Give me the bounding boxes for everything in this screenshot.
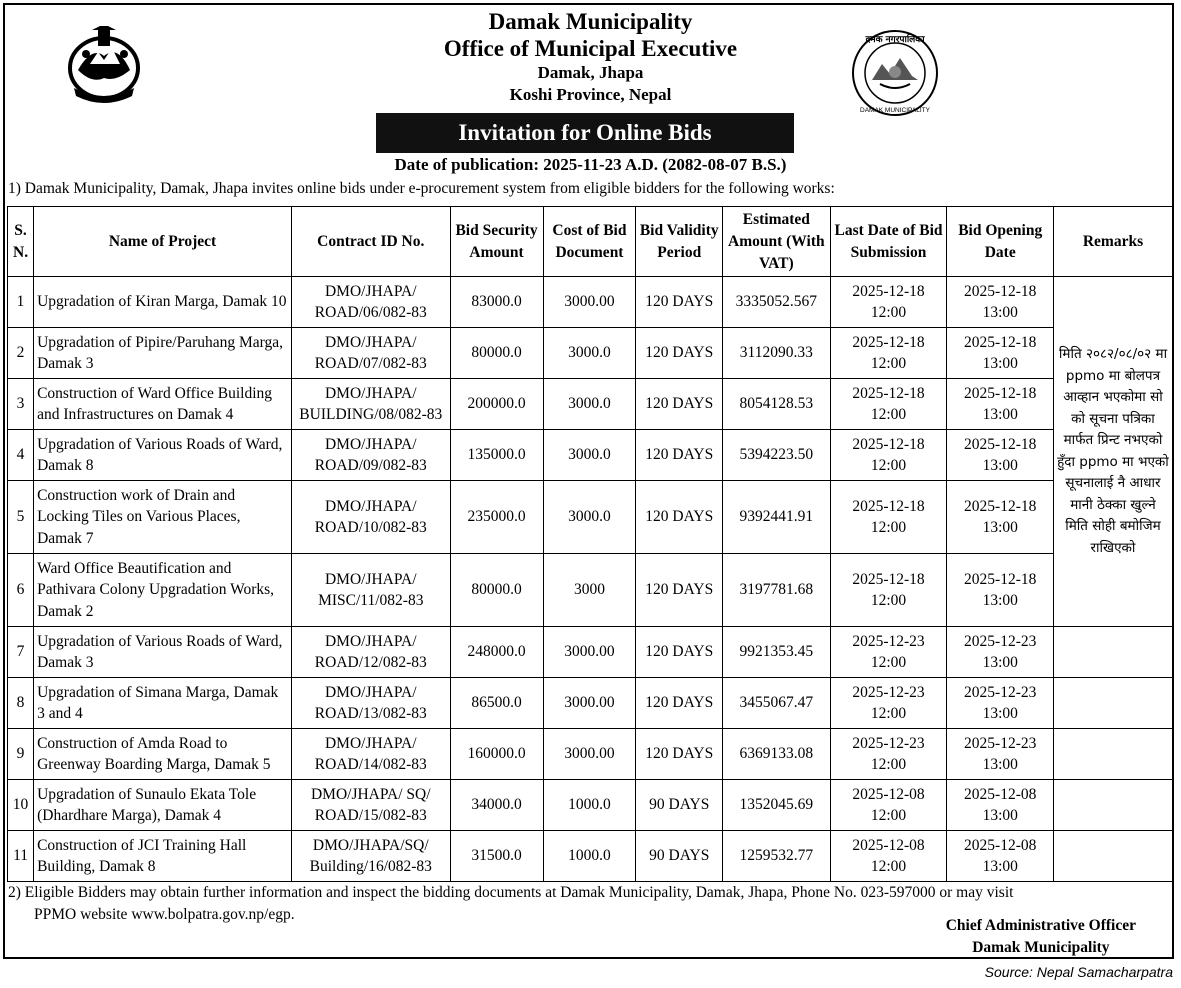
- table-row: [8, 554, 1173, 627]
- cell-last-date: 2025-12-18 12:00: [830, 481, 947, 554]
- cell-opening: 2025-12-18 13:00: [947, 328, 1053, 379]
- col-estimated: Estimated Amount (With VAT): [723, 207, 831, 277]
- table-row: [8, 729, 1173, 780]
- info-paragraph-cont: PPMO website www.bolpatra.gov.np/egp.: [34, 906, 295, 923]
- cell-contract: DMO/JHAPA/ ROAD/13/082-83: [291, 678, 450, 729]
- table-row: [8, 627, 1173, 678]
- cell-validity: 120 DAYS: [636, 277, 723, 328]
- cell-project: Construction of Amda Road to Greenway Boarding Marga, Damak 5: [34, 729, 292, 780]
- cell-sn: 11: [8, 831, 34, 882]
- cell-security: 135000.0: [450, 430, 543, 481]
- cell-validity: 120 DAYS: [636, 554, 723, 627]
- cell-sn: 8: [8, 678, 34, 729]
- cell-sn: 9: [8, 729, 34, 780]
- office-name: Office of Municipal Executive: [443, 36, 738, 61]
- cell-cost: 3000.0: [543, 379, 636, 430]
- cell-validity: 120 DAYS: [636, 729, 723, 780]
- table-row: [8, 379, 1173, 430]
- col-remarks: Remarks: [1053, 207, 1172, 277]
- cell-estimated: 3335052.567: [723, 277, 831, 328]
- col-cost: Cost of Bid Document: [543, 207, 636, 277]
- cell-sn: 2: [8, 328, 34, 379]
- cell-last-date: 2025-12-08 12:00: [830, 831, 947, 882]
- cell-contract: DMO/JHAPA/ MISC/11/082-83: [291, 554, 450, 627]
- col-validity: Bid Validity Period: [636, 207, 723, 277]
- cell-sn: 4: [8, 430, 34, 481]
- cell-security: 80000.0: [450, 328, 543, 379]
- cell-opening: 2025-12-08 13:00: [947, 780, 1053, 831]
- notice-banner: Invitation for Online Bids: [376, 113, 794, 153]
- cell-sn: 5: [8, 481, 34, 554]
- col-project: Name of Project: [34, 207, 292, 277]
- col-last-date: Last Date of Bid Submission: [830, 207, 947, 277]
- cell-project: Construction of JCI Training Hall Building, Damak 8: [34, 831, 292, 882]
- remarks-cell: मिति २०८२/०८/०२ मा ppmo मा बोलपत्र आव्हान भएकोमा सो को सूचना पत्रिका मार्फत प्रिन्ट नभएको हुँदा ppmo मा भएको सूचनालाई नै आधार मानी ठेक्का खुल्ने मिति सोही बमोजिम राखिएको: [1053, 277, 1172, 627]
- cell-cost: 1000.0: [543, 831, 636, 882]
- cell-security: 235000.0: [450, 481, 543, 554]
- cell-contract: DMO/JHAPA/ ROAD/10/082-83: [291, 481, 450, 554]
- cell-estimated: 3197781.68: [723, 554, 831, 627]
- cell-opening: 2025-12-18 13:00: [947, 277, 1053, 328]
- cell-security: 86500.0: [450, 678, 543, 729]
- source-credit: Source: Nepal Samacharpatra: [984, 964, 1173, 980]
- cell-project: Ward Office Beautification and Pathivara Colony Upgradation Works, Damak 2: [34, 554, 292, 627]
- cell-cost: 3000.00: [543, 729, 636, 780]
- info-paragraph: 2) Eligible Bidders may obtain further information and inspect the bidding documents at Damak Municipality, Damak, Jhapa, Phone No. 023-597000 or may visit: [8, 884, 1014, 901]
- cell-estimated: 3112090.33: [723, 328, 831, 379]
- remarks-empty-cell: [1053, 678, 1172, 729]
- cell-last-date: 2025-12-18 12:00: [830, 554, 947, 627]
- location: Damak, Jhapa: [537, 63, 644, 82]
- cell-last-date: 2025-12-23 12:00: [830, 729, 947, 780]
- cell-project: Upgradation of Sunaulo Ekata Tole (Dhardhare Marga), Damak 4: [34, 780, 292, 831]
- cell-contract: DMO/JHAPA/ ROAD/07/082-83: [291, 328, 450, 379]
- cell-sn: 7: [8, 627, 34, 678]
- cell-last-date: 2025-12-18 12:00: [830, 430, 947, 481]
- cell-cost: 3000.0: [543, 328, 636, 379]
- cell-security: 160000.0: [450, 729, 543, 780]
- cell-last-date: 2025-12-23 12:00: [830, 627, 947, 678]
- cell-contract: DMO/JHAPA/ ROAD/14/082-83: [291, 729, 450, 780]
- org-name: Damak Municipality: [488, 9, 693, 34]
- table-row: [8, 831, 1173, 882]
- cell-cost: 3000.0: [543, 430, 636, 481]
- cell-contract: DMO/JHAPA/ ROAD/09/082-83: [291, 430, 450, 481]
- table-row: [8, 481, 1173, 554]
- cell-cost: 3000.00: [543, 277, 636, 328]
- seal-text: दमक नगरपालिका: [865, 35, 925, 45]
- cell-last-date: 2025-12-18 12:00: [830, 379, 947, 430]
- cell-project: Upgradation of Various Roads of Ward, Damak 8: [34, 430, 292, 481]
- cell-sn: 10: [8, 780, 34, 831]
- notice-header: [0, 8, 1181, 106]
- cell-validity: 90 DAYS: [636, 780, 723, 831]
- cell-opening: 2025-12-18 13:00: [947, 554, 1053, 627]
- cell-estimated: 9921353.45: [723, 627, 831, 678]
- remarks-empty-cell: [1053, 729, 1172, 780]
- cell-validity: 90 DAYS: [636, 831, 723, 882]
- cell-security: 80000.0: [450, 554, 543, 627]
- cell-last-date: 2025-12-08 12:00: [830, 780, 947, 831]
- cell-cost: 3000: [543, 554, 636, 627]
- cell-cost: 3000.00: [543, 678, 636, 729]
- cell-contract: DMO/JHAPA/SQ/ Building/16/082-83: [291, 831, 450, 882]
- cell-project: Upgradation of Kiran Marga, Damak 10: [34, 277, 292, 328]
- cell-estimated: 1259532.77: [723, 831, 831, 882]
- cell-sn: 1: [8, 277, 34, 328]
- cell-project: Upgradation of Pipire/Paruhang Marga, Damak 3: [34, 328, 292, 379]
- table-row: [8, 430, 1173, 481]
- cell-opening: 2025-12-23 13:00: [947, 627, 1053, 678]
- remarks-empty-cell: [1053, 831, 1172, 882]
- cell-validity: 120 DAYS: [636, 627, 723, 678]
- table-row: [8, 678, 1173, 729]
- cell-security: 200000.0: [450, 379, 543, 430]
- cell-security: 248000.0: [450, 627, 543, 678]
- cell-opening: 2025-12-18 13:00: [947, 481, 1053, 554]
- col-sn: S. N.: [8, 207, 34, 277]
- cell-validity: 120 DAYS: [636, 678, 723, 729]
- cell-validity: 120 DAYS: [636, 430, 723, 481]
- signer-title: Chief Administrative Officer: [945, 917, 1136, 934]
- cell-validity: 120 DAYS: [636, 481, 723, 554]
- cell-opening: 2025-12-23 13:00: [947, 729, 1053, 780]
- cell-last-date: 2025-12-18 12:00: [830, 277, 947, 328]
- remarks-empty-cell: [1053, 780, 1172, 831]
- cell-opening: 2025-12-18 13:00: [947, 430, 1053, 481]
- cell-last-date: 2025-12-23 12:00: [830, 678, 947, 729]
- table-header-row: [8, 207, 1173, 277]
- intro-paragraph: 1) Damak Municipality, Damak, Jhapa invites online bids under e-procurement system from eligible bidders for the following works:: [8, 180, 835, 197]
- cell-cost: 3000.00: [543, 627, 636, 678]
- cell-contract: DMO/JHAPA/ ROAD/06/082-83: [291, 277, 450, 328]
- province: Koshi Province, Nepal: [509, 85, 672, 104]
- cell-security: 31500.0: [450, 831, 543, 882]
- cell-cost: 1000.0: [543, 780, 636, 831]
- cell-opening: 2025-12-08 13:00: [947, 831, 1053, 882]
- cell-security: 34000.0: [450, 780, 543, 831]
- cell-contract: DMO/JHAPA/ ROAD/12/082-83: [291, 627, 450, 678]
- cell-sn: 3: [8, 379, 34, 430]
- seal-text-en: DAMAK MUNICIPALITY: [860, 107, 930, 114]
- col-opening: Bid Opening Date: [947, 207, 1053, 277]
- col-contract: Contract ID No.: [291, 207, 450, 277]
- cell-contract: DMO/JHAPA/ SQ/ ROAD/15/082-83: [291, 780, 450, 831]
- signer-org: Damak Municipality: [972, 939, 1110, 956]
- cell-estimated: 6369133.08: [723, 729, 831, 780]
- cell-security: 83000.0: [450, 277, 543, 328]
- cell-estimated: 8054128.53: [723, 379, 831, 430]
- cell-project: Upgradation of Simana Marga, Damak 3 and 4: [34, 678, 292, 729]
- cell-last-date: 2025-12-18 12:00: [830, 328, 947, 379]
- bids-table: [7, 206, 1173, 882]
- table-row: [8, 780, 1173, 831]
- publication-date: Date of publication: 2025-11-23 A.D. (2082-08-07 B.S.): [394, 155, 787, 174]
- table-row: [8, 328, 1173, 379]
- cell-contract: DMO/JHAPA/ BUILDING/08/082-83: [291, 379, 450, 430]
- col-security: Bid Security Amount: [450, 207, 543, 277]
- cell-cost: 3000.0: [543, 481, 636, 554]
- cell-validity: 120 DAYS: [636, 328, 723, 379]
- signature-block: [946, 915, 1136, 959]
- cell-estimated: 1352045.69: [723, 780, 831, 831]
- cell-sn: 6: [8, 554, 34, 627]
- cell-project: Construction of Ward Office Building and Infrastructures on Damak 4: [34, 379, 292, 430]
- cell-project: Construction work of Drain and Locking Tiles on Various Places, Damak 7: [34, 481, 292, 554]
- remarks-empty-cell: [1053, 627, 1172, 678]
- cell-opening: 2025-12-23 13:00: [947, 678, 1053, 729]
- table-row: [8, 277, 1173, 328]
- cell-estimated: 3455067.47: [723, 678, 831, 729]
- cell-estimated: 5394223.50: [723, 430, 831, 481]
- cell-estimated: 9392441.91: [723, 481, 831, 554]
- cell-validity: 120 DAYS: [636, 379, 723, 430]
- cell-project: Upgradation of Various Roads of Ward, Damak 3: [34, 627, 292, 678]
- cell-opening: 2025-12-18 13:00: [947, 379, 1053, 430]
